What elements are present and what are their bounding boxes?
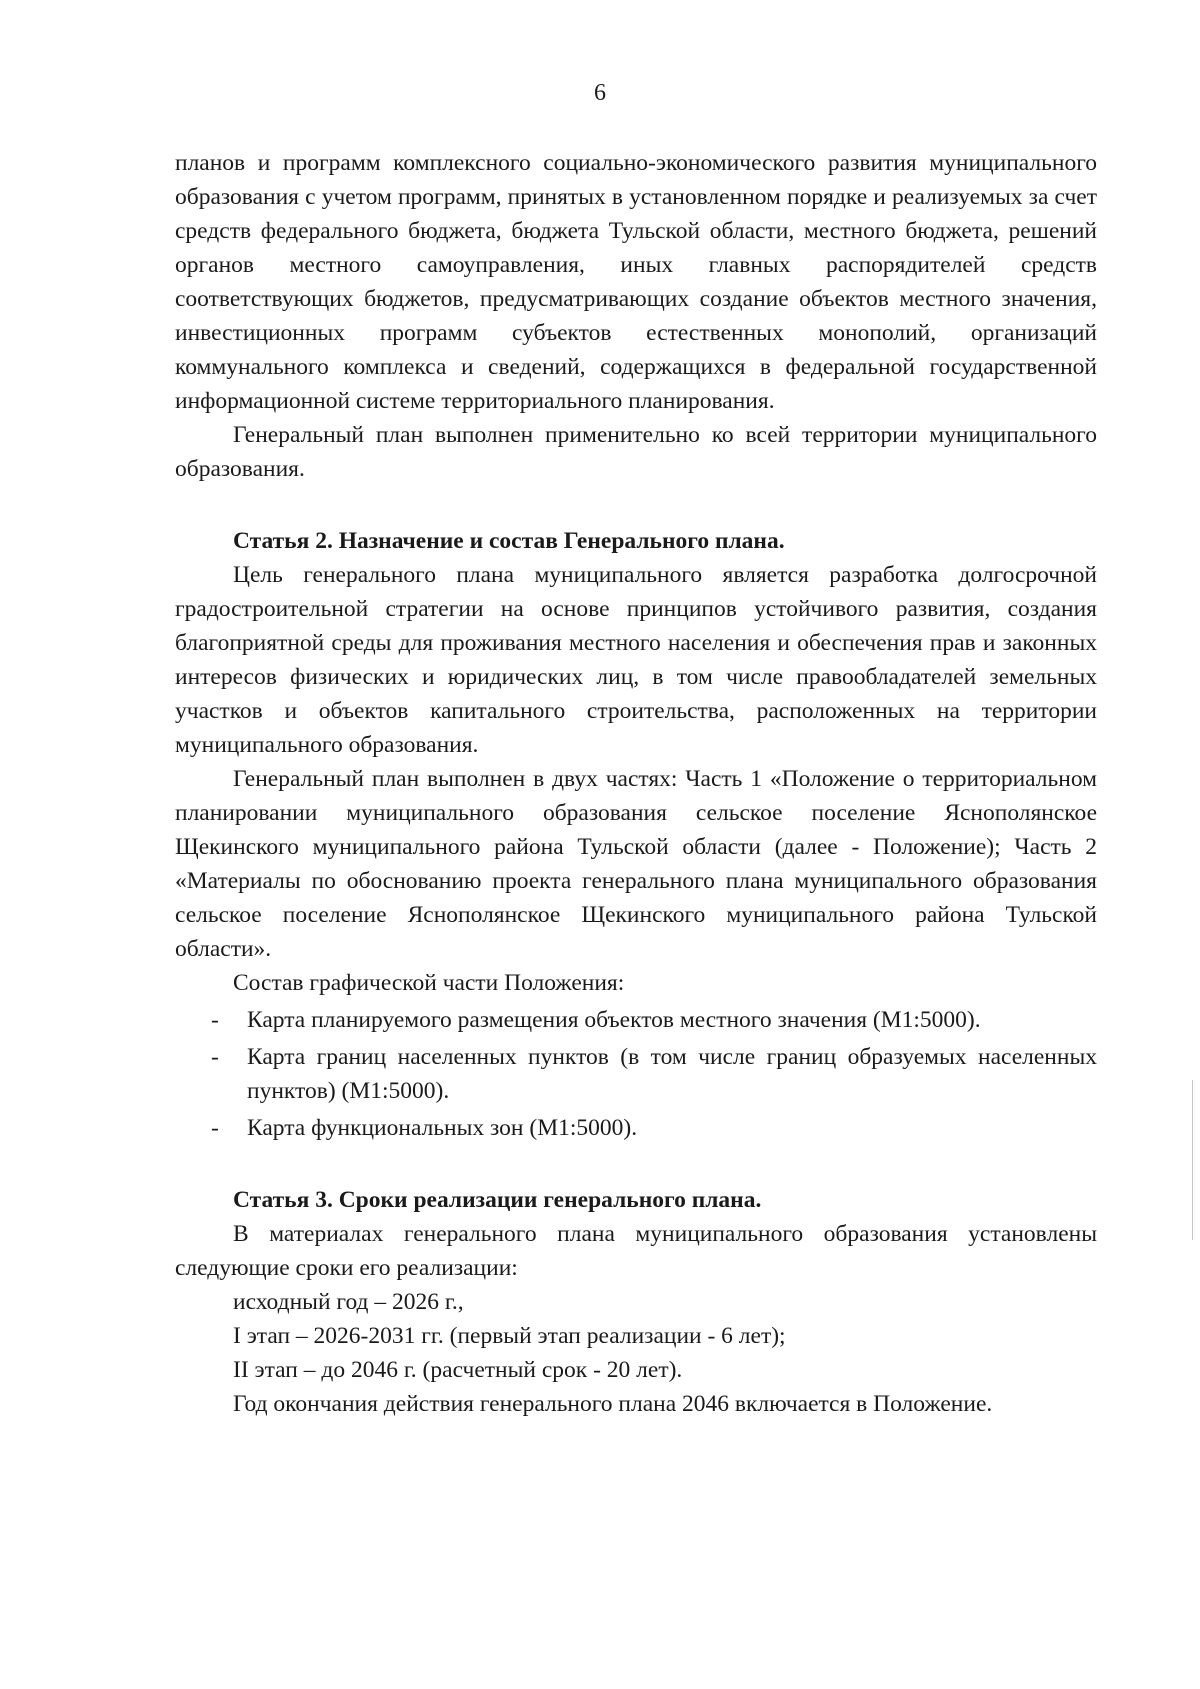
intro-paragraph-scope: Генеральный план выполнен применительно ко всей территории муниципального образования. xyxy=(175,422,1097,482)
article-2-heading: Статья 2. Назначение и состав Генерального плана. xyxy=(233,528,785,554)
term-base-year: исходный год – 2026 г., xyxy=(233,1289,464,1315)
article-2-paragraph-parts: Генеральный план выполнен в двух частях: Часть 1 «Положение о территориальном планировании муниципального образования сельское поселение Яснополянское Щекинского муниципального района Тульской области (далее - Положение); Часть 2 «Материалы по обоснованию проекта генерального плана муниципального образования сельское поселение Яснополянское Щекинского муниципального района Тульской области». xyxy=(175,766,1097,962)
document-body xyxy=(175,146,1097,1421)
list-item xyxy=(175,1111,1097,1145)
list-item xyxy=(175,1040,1097,1108)
article-2-paragraph-goal: Цель генерального плана муниципального является разработка долгосрочной градостроительной стратегии на основе принципов устойчивого развития, создания благоприятной среды для проживания местного населения и обеспечения прав и законных интересов физических и юридических лиц, в том числе правообладателей земельных участков и объектов капитального строительства, расположенных на территории муниципального образования. xyxy=(175,562,1097,758)
term-end-year: Год окончания действия генерального плана 2046 включается в Положение. xyxy=(233,1391,993,1417)
scan-edge-mark xyxy=(1192,1080,1193,1240)
page-number: 6 xyxy=(594,80,606,106)
term-stage-2: II этап – до 2046 г. (расчетный срок - 20 лет). xyxy=(233,1357,683,1383)
intro-paragraph-continued: планов и программ комплексного социально-экономического развития муниципального образования с учетом программ, принятых в установленном порядке и реализуемых за счет средств федерального бюджета, бюджета Тульской области, местного бюджета, решений органов местного самоуправления, иных главных распорядителей средств соответствующих бюджетов, предусматривающих создание объектов местного значения, инвестиционных программ субъектов естественных монополий, организаций коммунального комплекса и сведений, содержащихся в федеральной государственной информационной системе территориального планирования. xyxy=(175,150,1097,414)
list-dash: - xyxy=(211,1115,219,1141)
list-item-text: Карта планируемого размещения объектов местного значения (М1:5000). xyxy=(247,1007,981,1033)
list-item xyxy=(175,1003,1097,1037)
graphic-maps-list xyxy=(175,1003,1097,1145)
article-3-heading: Статья 3. Сроки реализации генерального плана. xyxy=(233,1187,762,1213)
list-dash: - xyxy=(211,1007,219,1033)
list-item-text: Карта функциональных зон (М1:5000). xyxy=(247,1115,638,1141)
term-stage-1: I этап – 2026-2031 гг. (первый этап реализации - 6 лет); xyxy=(233,1323,786,1349)
section-spacer xyxy=(175,1145,1097,1183)
article-2-paragraph-graphic: Состав графической части Положения: xyxy=(233,970,625,996)
list-item-text: Карта границ населенных пунктов (в том числе границ образуемых населенных пунктов) (М1:5000). xyxy=(247,1044,1097,1104)
article-3-paragraph: В материалах генерального плана муниципального образования установлены следующие сроки его реализации: xyxy=(175,1221,1097,1281)
section-spacer xyxy=(175,486,1097,524)
list-dash: - xyxy=(211,1044,219,1070)
